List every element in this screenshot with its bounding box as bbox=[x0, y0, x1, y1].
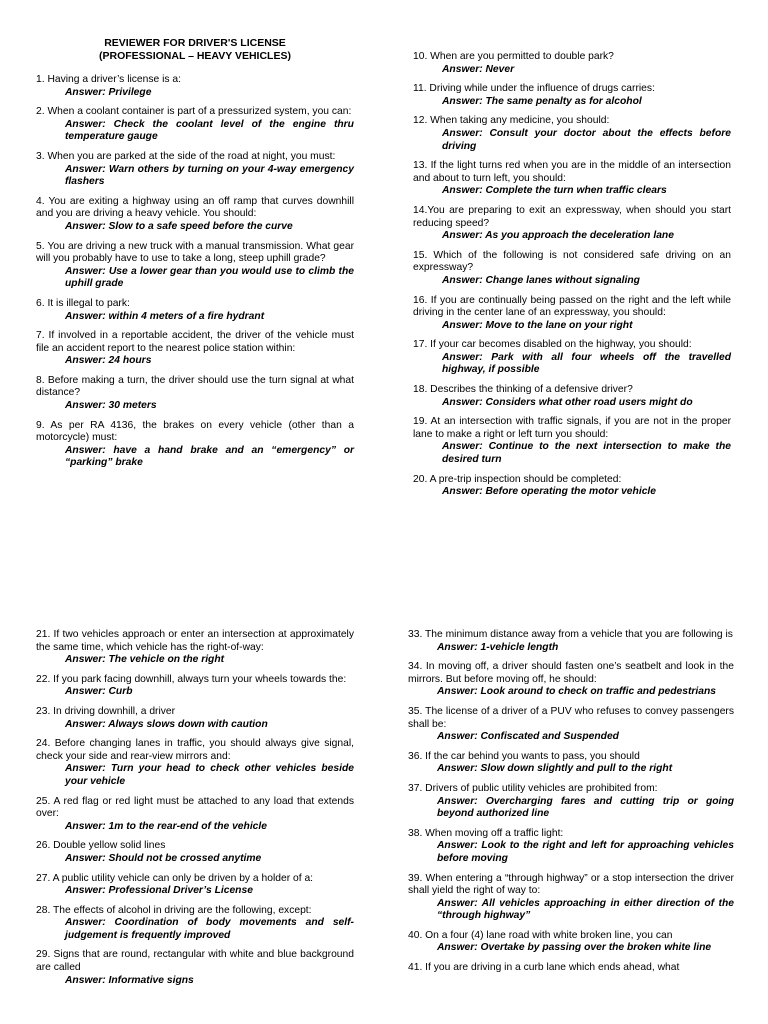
answer-text: Professional Driver’s License bbox=[108, 885, 253, 897]
answer-line bbox=[413, 486, 731, 499]
answer-line bbox=[413, 230, 731, 243]
answer-text: Never bbox=[485, 63, 515, 75]
answer-label: Answer: bbox=[65, 654, 106, 666]
question-item bbox=[36, 375, 354, 413]
answer-text: 1m to the rear-end of the vehicle bbox=[108, 820, 267, 832]
answer-line bbox=[413, 96, 731, 109]
question-text: 13. If the light turns red when you are in the middle of an intersection and about to turn left, you should: bbox=[413, 160, 731, 184]
answer-text: Turn your head to check other vehicles beside your vehicle bbox=[65, 763, 354, 787]
question-text: 25. A red flag or red light must be attached to any load that extends over: bbox=[36, 795, 354, 820]
answer-text: Should not be crossed anytime bbox=[108, 852, 262, 864]
answer-text: Coordination of body movements and self-judgement is frequently improved bbox=[65, 917, 354, 941]
question-item bbox=[36, 706, 354, 731]
question-item bbox=[408, 706, 734, 744]
question-text: 10. When are you permitted to double park? bbox=[413, 51, 614, 62]
answer-line bbox=[36, 821, 354, 834]
answer-line bbox=[408, 763, 734, 776]
question-text: 34. In moving off, a driver should fasten one’s seatbelt and look in the mirrors. But before moving off, he should: bbox=[408, 661, 734, 685]
answer-label: Answer: bbox=[437, 897, 478, 909]
question-item bbox=[36, 629, 354, 667]
question-text: 9. As per RA 4136, the brakes on every vehicle (other than a motorcycle) must: bbox=[36, 419, 354, 444]
question-item bbox=[413, 250, 731, 288]
title-line-2: (PROFESSIONAL – HEAVY VEHICLES) bbox=[99, 50, 291, 62]
question-text: 22. If you park facing downhill, always turn your wheels towards the: bbox=[36, 673, 347, 685]
question-item bbox=[413, 51, 731, 76]
question-item bbox=[413, 295, 731, 333]
answer-line bbox=[408, 840, 734, 865]
question-item bbox=[413, 205, 731, 243]
answer-text: 30 meters bbox=[108, 400, 157, 412]
answer-label: Answer: bbox=[437, 763, 478, 775]
answer-label: Answer: bbox=[65, 763, 106, 775]
answer-line bbox=[408, 942, 734, 955]
question-text: 19. At an intersection with traffic signals, if you are not in the proper lane to make a right or left turn you should: bbox=[413, 416, 731, 440]
answer-line bbox=[413, 275, 731, 288]
answer-text: Move to the lane on your right bbox=[485, 319, 633, 331]
answer-line bbox=[36, 975, 354, 988]
answer-label: Answer: bbox=[65, 885, 106, 897]
answer-line bbox=[408, 731, 734, 744]
answer-text: Use a lower gear than you would use to climb the uphill grade bbox=[65, 265, 354, 290]
question-text: 37. Drivers of public utility vehicles are prohibited from: bbox=[408, 782, 658, 794]
answer-text: within 4 meters of a fire hydrant bbox=[108, 310, 265, 322]
answer-label: Answer: bbox=[65, 220, 106, 232]
question-text: 4. You are exiting a highway using an off ramp that curves downhill and you are driving a heavy vehicle. You should: bbox=[36, 195, 354, 220]
answer-line bbox=[36, 885, 354, 898]
answer-label: Answer: bbox=[65, 686, 106, 698]
answer-label: Answer: bbox=[65, 444, 106, 456]
answer-text: As you approach the deceleration lane bbox=[485, 230, 674, 242]
answer-line bbox=[36, 400, 354, 413]
question-text: 14.You are preparing to exit an expressway, when should you start reducing speed? bbox=[413, 204, 731, 229]
question-text: 16. If you are continually being passed on the right and the left while driving in the center lane of an expressway, you should: bbox=[413, 294, 731, 319]
question-item bbox=[413, 115, 731, 153]
answer-text: 24 hours bbox=[108, 355, 152, 367]
answer-label: Answer: bbox=[442, 351, 483, 363]
answer-label: Answer: bbox=[65, 118, 106, 130]
answer-label: Answer: bbox=[442, 230, 483, 242]
question-item bbox=[408, 751, 734, 776]
answer-label: Answer: bbox=[442, 319, 483, 331]
answer-label: Answer: bbox=[65, 852, 106, 864]
question-item bbox=[413, 339, 731, 377]
answer-label: Answer: bbox=[437, 731, 478, 743]
question-item bbox=[36, 905, 354, 943]
question-text: 2. When a coolant container is part of a pressurized system, you can: bbox=[36, 106, 352, 118]
question-item bbox=[36, 151, 354, 189]
question-text: 7. If involved in a reportable accident, the driver of the vehicle must file an accident report to the nearest police station within: bbox=[36, 330, 354, 354]
question-text: 11. Driving while under the influence of drugs carries: bbox=[413, 83, 655, 95]
question-text: 38. When moving off a traffic light: bbox=[408, 827, 564, 839]
answer-label: Answer: bbox=[442, 63, 483, 75]
column-bottom-right bbox=[408, 629, 734, 982]
question-text: 20. A pre-trip inspection should be completed: bbox=[413, 473, 622, 485]
question-text: 23. In driving downhill, a driver bbox=[36, 705, 176, 717]
question-item bbox=[36, 796, 354, 834]
answer-text: Look to the right and left for approaching vehicles before moving bbox=[437, 840, 734, 864]
question-text: 8. Before making a turn, the driver should use the turn signal at what distance? bbox=[36, 374, 354, 399]
question-item bbox=[408, 873, 734, 923]
question-text: 26. Double yellow solid lines bbox=[36, 840, 166, 852]
question-item bbox=[413, 160, 731, 198]
answer-text: Slow to a safe speed before the curve bbox=[108, 220, 293, 232]
answer-text: 1-vehicle length bbox=[480, 641, 559, 653]
answer-text: Look around to check on traffic and pedestrians bbox=[480, 686, 717, 698]
question-text: 36. If the car behind you wants to pass, you should bbox=[408, 750, 640, 762]
answer-text: The same penalty as for alcohol bbox=[485, 95, 642, 107]
answer-line bbox=[36, 119, 354, 144]
question-item bbox=[36, 873, 354, 898]
answer-text: Confiscated and Suspended bbox=[480, 731, 619, 743]
answer-label: Answer: bbox=[442, 441, 483, 453]
answer-text: Continue to the next intersection to make the desired turn bbox=[442, 441, 731, 466]
question-text: 29. Signs that are round, rectangular with white and blue background are called bbox=[36, 949, 354, 974]
answer-label: Answer: bbox=[437, 840, 478, 852]
question-item bbox=[408, 962, 734, 975]
answer-label: Answer: bbox=[442, 95, 483, 107]
question-text: 39. When entering a “through highway” or a stop intersection the driver shall yield the right of way to: bbox=[408, 872, 734, 897]
title-line-1: REVIEWER FOR DRIVER'S LICENSE bbox=[104, 37, 286, 49]
answer-text: Always slows down with caution bbox=[108, 718, 268, 730]
answer-label: Answer: bbox=[65, 718, 106, 730]
question-item bbox=[36, 738, 354, 788]
answer-label: Answer: bbox=[65, 400, 106, 412]
answer-label: Answer: bbox=[437, 795, 478, 807]
question-item bbox=[408, 661, 734, 699]
answer-line bbox=[36, 87, 354, 100]
question-text: 28. The effects of alcohol in driving are the following, except: bbox=[36, 904, 312, 916]
answer-label: Answer: bbox=[65, 163, 106, 175]
answer-line bbox=[36, 355, 354, 368]
question-item bbox=[36, 840, 354, 865]
question-text: 15. Which of the following is not considered safe driving on an expressway? bbox=[413, 249, 731, 274]
answer-label: Answer: bbox=[437, 686, 478, 698]
answer-label: Answer: bbox=[442, 274, 483, 286]
answer-text: Overtake by passing over the broken white line bbox=[480, 942, 712, 954]
answer-line bbox=[413, 441, 731, 466]
answer-label: Answer: bbox=[442, 486, 483, 498]
answer-line bbox=[413, 185, 731, 198]
document-title bbox=[36, 37, 354, 63]
question-item bbox=[36, 241, 354, 291]
answer-label: Answer: bbox=[442, 396, 483, 408]
question-text: 18. Describes the thinking of a defensive driver? bbox=[413, 384, 633, 396]
answer-line bbox=[36, 719, 354, 732]
question-item bbox=[408, 783, 734, 821]
answer-label: Answer: bbox=[65, 917, 106, 929]
answer-label: Answer: bbox=[442, 127, 483, 139]
answer-text: Overcharging fares and cutting trip or going beyond authorized line bbox=[437, 795, 734, 820]
question-text: 33. The minimum distance away from a vehicle that you are following is bbox=[408, 629, 733, 640]
answer-label: Answer: bbox=[437, 641, 478, 653]
question-text: 21. If two vehicles approach or enter an intersection at approximately the same time, which vehicle has the right-of-way: bbox=[36, 629, 354, 653]
answer-text: Before operating the motor vehicle bbox=[485, 486, 657, 498]
question-text: 5. You are driving a new truck with a manual transmission. What gear will you probably have to use to take a long, steep uphill grade? bbox=[36, 240, 354, 265]
question-item bbox=[413, 416, 731, 466]
question-text: 3. When you are parked at the side of the road at night, you must: bbox=[36, 150, 336, 162]
answer-line bbox=[408, 686, 734, 699]
answer-line bbox=[36, 266, 354, 291]
answer-label: Answer: bbox=[65, 974, 106, 986]
question-text: 27. A public utility vehicle can only be driven by a holder of a: bbox=[36, 872, 314, 884]
answer-text: Park with all four wheels off the travelled highway, if possible bbox=[442, 351, 731, 376]
answer-text: Complete the turn when traffic clears bbox=[485, 185, 667, 197]
question-item bbox=[408, 828, 734, 866]
question-text: 1. Having a driver’s license is a: bbox=[36, 74, 181, 85]
answer-line bbox=[36, 311, 354, 324]
answer-line bbox=[413, 397, 731, 410]
question-item bbox=[413, 83, 731, 108]
answer-line bbox=[408, 898, 734, 923]
question-item bbox=[408, 629, 734, 654]
question-item bbox=[413, 474, 731, 499]
column-top-right bbox=[413, 51, 731, 506]
answer-label: Answer: bbox=[65, 265, 106, 277]
question-text: 41. If you are driving in a curb lane which ends ahead, what bbox=[408, 962, 680, 974]
answer-label: Answer: bbox=[442, 185, 483, 197]
answer-line bbox=[408, 796, 734, 821]
answer-line bbox=[413, 128, 731, 153]
answer-label: Answer: bbox=[65, 86, 106, 98]
answer-line bbox=[36, 686, 354, 699]
question-item bbox=[36, 330, 354, 368]
column-top-left bbox=[36, 74, 354, 477]
answer-label: Answer: bbox=[437, 942, 478, 954]
question-item bbox=[36, 674, 354, 699]
answer-text: The vehicle on the right bbox=[108, 654, 225, 666]
answer-line bbox=[36, 853, 354, 866]
question-item bbox=[36, 420, 354, 470]
question-item bbox=[36, 106, 354, 144]
column-bottom-left bbox=[36, 629, 354, 994]
answer-line bbox=[36, 164, 354, 189]
question-item bbox=[36, 196, 354, 234]
answer-text: Informative signs bbox=[108, 974, 194, 986]
question-text: 24. Before changing lanes in traffic, you should always give signal, check your side and rear-view mirrors and: bbox=[36, 738, 354, 762]
answer-line bbox=[413, 64, 731, 77]
answer-text: Slow down slightly and pull to the right bbox=[480, 763, 673, 775]
answer-text: Change lanes without signaling bbox=[485, 274, 640, 286]
answer-line bbox=[36, 445, 354, 470]
question-text: 40. On a four (4) lane road with white broken line, you can bbox=[408, 929, 673, 941]
answer-text: Warn others by turning on your 4-way emergency flashers bbox=[65, 163, 354, 188]
answer-label: Answer: bbox=[65, 355, 106, 367]
question-text: 6. It is illegal to park: bbox=[36, 297, 130, 309]
answer-line bbox=[36, 917, 354, 942]
answer-line bbox=[36, 654, 354, 667]
answer-label: Answer: bbox=[65, 310, 106, 322]
question-text: 12. When taking any medicine, you should: bbox=[413, 115, 610, 127]
answer-text: Privilege bbox=[108, 86, 152, 98]
answer-label: Answer: bbox=[65, 820, 106, 832]
answer-text: Consult your doctor about the effects before driving bbox=[442, 127, 731, 152]
answer-line bbox=[36, 221, 354, 234]
answer-text: All vehicles approaching in either direction of the “through highway” bbox=[437, 897, 735, 922]
answer-line bbox=[413, 352, 731, 377]
question-item bbox=[36, 298, 354, 323]
answer-line bbox=[413, 320, 731, 333]
question-item bbox=[413, 384, 731, 409]
question-item bbox=[408, 930, 734, 955]
answer-text: have a hand brake and an “emergency” or “parking” brake bbox=[65, 444, 354, 469]
answer-line bbox=[36, 763, 354, 788]
question-text: 35. The license of a driver of a PUV who refuses to convey passengers shall be: bbox=[408, 705, 734, 730]
answer-text: Considers what other road users might do bbox=[485, 396, 693, 408]
answer-text: Check the coolant level of the engine thru temperature gauge bbox=[65, 118, 354, 143]
question-text: 17. If your car becomes disabled on the highway, you should: bbox=[413, 339, 692, 351]
question-item bbox=[36, 74, 354, 99]
question-item bbox=[36, 949, 354, 987]
answer-line bbox=[408, 642, 734, 655]
answer-text: Curb bbox=[108, 686, 133, 698]
